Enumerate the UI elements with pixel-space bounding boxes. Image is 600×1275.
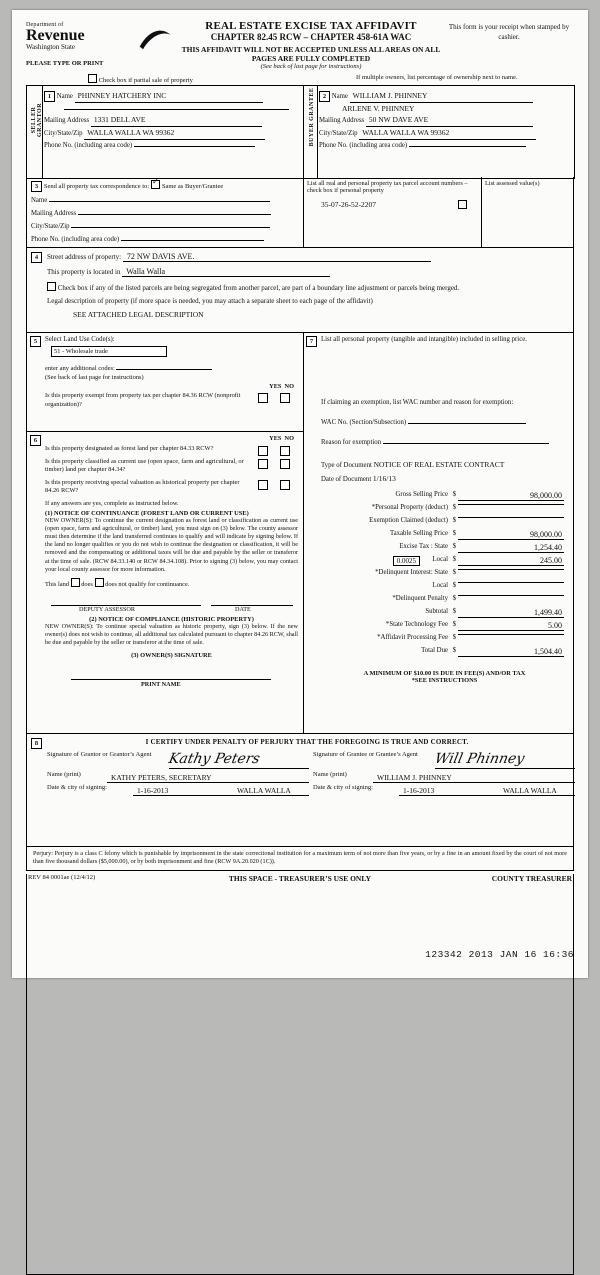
street-address-value[interactable]: 72 NW DAVIS AVE. [123, 252, 431, 262]
no-label-5: NO [284, 383, 294, 390]
current-use-row [45, 458, 298, 475]
street-address-label: Street address of property: [47, 253, 122, 261]
does-not-checkbox[interactable] [95, 578, 104, 587]
buyer-mailing-value[interactable]: 50 NW DAVE AVE [366, 114, 533, 127]
local-rate-value[interactable]: 0.0025 [393, 556, 420, 566]
tax-label-processing-fee: *Affidavit Processing Fee [377, 634, 448, 641]
perjury-notice: Perjury: Perjury is a class C felony which is punishable by imprisonment in the state correctional institution for a maximum term of not more than five years, or by a fine in an amount fixed by the court of not more than five thousand dollars ($5,000.00), or by both imprisonment and fine (RCW 9A.20.020 (1C)). [26, 847, 574, 871]
dollar-sign: $ [452, 504, 456, 511]
grantee-name-row [313, 771, 575, 784]
parcel-row[interactable] [307, 200, 477, 209]
tax-value-exemption[interactable] [458, 517, 564, 518]
section-5-6-7 [26, 333, 574, 734]
does-label: does [81, 580, 93, 588]
historic-no-checkbox[interactable] [280, 480, 290, 490]
grantor-name-value: KATHY PETERS, SECRETARY [111, 773, 212, 782]
this-land-label: This land [45, 580, 69, 588]
section-6-designations [27, 431, 303, 694]
tax-calculation-table [321, 491, 568, 660]
additional-codes-input[interactable] [116, 361, 212, 370]
tax-label-subtotal: Subtotal [425, 608, 448, 615]
tax-row-delinq-penalty [321, 595, 568, 608]
seller-mailing-value[interactable]: 1331 DELL AVE [91, 114, 262, 127]
current-use-yes-checkbox[interactable] [258, 459, 268, 469]
owners-signature-heading: (3) OWNER(S) SIGNATURE [131, 651, 212, 659]
grantee-signature-label: Signature of Grantee or Grantee’s Agent [313, 751, 418, 758]
receipt-note: This form is your receipt when stamped by cashier. [448, 23, 570, 41]
tax-row-taxable [321, 530, 568, 543]
buyer-name-label: Name [331, 93, 348, 100]
personal-property-label: List all personal property (tangible and intangible) included in selling price. [321, 336, 527, 343]
tax-label-excise-state: Excise Tax : State [399, 543, 448, 550]
seller-block [26, 85, 304, 179]
tax-value-delinq-int-state[interactable] [458, 569, 564, 570]
legal-description-label: Legal description of property (if more space is needed, you may attach a separate sheet to each page of the affidavit) [47, 297, 373, 305]
section-5-number: 5 [30, 336, 41, 347]
exempt-yes-checkbox[interactable] [258, 393, 268, 403]
grantee-signature-value: Will Phinney [433, 751, 526, 767]
located-in-row [47, 267, 567, 277]
tax-row-tech-fee [321, 621, 568, 634]
grantor-name-row [47, 771, 309, 784]
tax-row-delinq-int-state [321, 569, 568, 582]
grantee-signature-line[interactable] [433, 751, 575, 769]
same-as-buyer-checkbox[interactable] [151, 180, 160, 189]
left-column [27, 333, 304, 733]
buyer-phone-value[interactable] [409, 146, 526, 147]
corr-name-value[interactable] [49, 201, 270, 202]
tax-label-tech-fee: *State Technology Fee [385, 621, 448, 628]
department-label: Department of [26, 22, 64, 28]
tax-label-delinq-penalty: *Delinquent Penalty [392, 595, 448, 602]
section-7-personal-property [303, 333, 573, 687]
doc-type-value[interactable]: NOTICE OF REAL ESTATE CONTRACT [373, 460, 505, 469]
form-title: REAL ESTATE EXCISE TAX AFFIDAVIT [205, 20, 417, 32]
buyer-block [302, 85, 575, 179]
buyer-citystate-value[interactable]: WALLA WALLA WA 99362 [359, 127, 536, 140]
forest-yes-checkbox[interactable] [258, 446, 268, 456]
continuance-qualify-row [45, 578, 298, 588]
tax-value-gross[interactable]: 98,000.00 [458, 491, 564, 501]
form-title-block [176, 20, 446, 70]
deputy-date-label: DATE [235, 605, 251, 613]
grantee-date-label: Date & city of signing: [313, 784, 373, 791]
grantee-date-row [313, 784, 575, 797]
see-instructions-note: *SEE INSTRUCTIONS [411, 677, 478, 684]
grantor-signature-block [47, 751, 309, 797]
seller-citystate-label: City/State/Zip [44, 130, 83, 137]
tax-value-personal[interactable] [458, 504, 564, 505]
dollar-sign: $ [452, 491, 456, 498]
buyer-section-number: 2 [319, 91, 330, 102]
land-use-instructions: (See back of last page for instructions) [45, 374, 144, 381]
partial-sale-label: Check box if partial sale of property [98, 77, 193, 84]
form-revision: REV 84 0001ae (12/4/12) [28, 873, 96, 881]
doc-type-row [321, 460, 568, 469]
tax-value-excise-state[interactable]: 1,254.40 [458, 543, 564, 553]
partial-sale-row [26, 74, 574, 84]
seller-vertical-tab [27, 86, 43, 178]
additional-codes-label: enter any additional codes: [45, 365, 115, 372]
corr-citystate-label: City/State/Zip [31, 223, 70, 230]
swoosh-icon [138, 26, 172, 52]
deputy-assessor-date-line[interactable] [211, 594, 293, 606]
grantor-signature-label: Signature of Grantor or Grantor’s Agent [47, 751, 152, 758]
seller-name-value[interactable]: PHINNEY HATCHERY INC [75, 90, 263, 103]
dollar-sign: $ [452, 621, 456, 628]
buyer-name2-value[interactable]: ARLENE V. PHINNEY [339, 103, 560, 114]
dollar-sign: $ [452, 582, 456, 589]
grantor-signature-row [47, 751, 309, 771]
section-6-number: 6 [30, 435, 41, 446]
forest-land-label: Is this property designated as forest land per chapter 84.33 RCW? [45, 445, 214, 452]
parcel-header: List all real and personal property tax parcel account numbers – check box if personal property [307, 180, 468, 194]
tax-row-exemption [321, 517, 568, 530]
tax-row-excise-state [321, 543, 568, 556]
corr-citystate-value[interactable] [71, 227, 270, 228]
doc-date-row [321, 474, 568, 483]
section-8-number: 8 [31, 738, 42, 749]
grantee-signature-block [313, 751, 575, 797]
historic-yes-checkbox[interactable] [258, 480, 268, 490]
no-label-6: NO [284, 435, 294, 442]
reason-row [321, 434, 568, 446]
seller-phone-value[interactable] [134, 146, 255, 147]
seller-name2-value[interactable] [64, 109, 289, 110]
corr-mailing-label: Mailing Address [31, 210, 77, 217]
dollar-sign: $ [452, 530, 456, 537]
section-3-number: 3 [31, 181, 42, 192]
land-use-code-select[interactable]: 51 - Wholesale trade [51, 346, 167, 357]
reason-label: Reason for exemption [321, 439, 382, 446]
section-4-property [26, 248, 574, 333]
grantor-city-value: WALLA WALLA [237, 786, 291, 795]
grantee-signature-row [313, 751, 575, 771]
tax-row-delinq-int-local [321, 582, 568, 595]
owner-signature-line[interactable] [71, 667, 271, 680]
legal-description-value[interactable]: SEE ATTACHED LEGAL DESCRIPTION [73, 310, 204, 319]
tax-value-delinq-int-local[interactable] [458, 582, 564, 583]
assessed-values-header: List assessed value(s) [485, 180, 540, 187]
wac-row [321, 414, 568, 426]
dollar-sign: $ [452, 608, 456, 615]
partial-sale-check-wrap[interactable] [88, 74, 193, 84]
tax-row-subtotal [321, 608, 568, 621]
answers-note: If any answers are yes, complete as instructed below. [45, 499, 179, 507]
seller-mailing-label: Mailing Address [44, 117, 90, 124]
dollar-sign: $ [452, 647, 456, 654]
correspondence-label: Send all property tax correspondence to: [43, 183, 150, 190]
section-4-number: 4 [31, 252, 42, 263]
corr-name-label: Name [31, 197, 48, 204]
dollar-sign: $ [452, 517, 456, 524]
land-use-label: Select Land Use Code(s): [45, 336, 115, 343]
exempt-question-label: Is this property exempt from property tax per chapter 84.36 RCW (nonprofit organization)? [45, 392, 241, 408]
tax-label-total: Total Due [421, 647, 448, 654]
county-treasurer-label: COUNTY TREASURER [491, 873, 572, 883]
form-instructions-note: (See back of last page for instructions) [260, 63, 362, 70]
notice-continuance-heading: (1) NOTICE OF CONTINUANCE (FOREST LAND OR CURRENT USE) [45, 509, 249, 517]
segregated-checkbox[interactable] [47, 282, 56, 291]
grantor-date-label: Date & city of signing: [47, 784, 107, 791]
dollar-sign: $ [452, 634, 456, 641]
located-in-value[interactable]: Walla Walla [122, 267, 330, 277]
tax-value-excise-local[interactable]: 245.00 [458, 556, 564, 566]
grantor-signature-value: Kathy Peters [167, 751, 262, 767]
exemption-claim-label: If claiming an exemption, list WAC number and reason for exemption: [321, 399, 514, 406]
grantee-date-value: 1-16-2013 [403, 786, 435, 795]
tax-value-processing-fee[interactable] [458, 634, 564, 635]
street-address-row [47, 252, 567, 262]
tax-value-taxable[interactable]: 98,000.00 [458, 530, 564, 540]
tax-value-total[interactable]: 1,504.40 [458, 647, 564, 657]
located-in-label: This property is located in [47, 268, 121, 276]
forest-no-checkbox[interactable] [280, 446, 290, 456]
yes-label-6: YES [269, 435, 282, 442]
exempt-no-checkbox[interactable] [280, 393, 290, 403]
revenue-label: Revenue [26, 27, 85, 44]
grantee-name-value: WILLIAM J. PHINNEY [377, 773, 452, 782]
current-use-label: Is this property classified as current use (open space, farm and agricultural, or timber) land per chapter 84.34? [45, 457, 244, 473]
corr-phone-value[interactable] [121, 240, 264, 241]
parties-section [26, 85, 574, 177]
minimum-due-note: A MINIMUM OF $10.00 IS DUE IN FEE(S) AND/OR TAX [363, 670, 526, 677]
historic-label: Is this property receiving special valuation as historical property per chapter 84.26 RCW? [45, 478, 240, 494]
tax-value-delinq-penalty[interactable] [458, 595, 564, 596]
deputy-assessor-label: DEPUTY ASSESSOR [79, 605, 135, 613]
page-footer [26, 873, 574, 889]
grantor-date-value: 1-16-2013 [137, 786, 169, 795]
doc-date-label: Date of Document [321, 476, 372, 483]
affidavit-page [12, 10, 588, 978]
reason-input[interactable] [383, 434, 549, 444]
section-7-number: 7 [306, 336, 317, 347]
tax-label-excise-local: Local [432, 556, 448, 563]
seller-citystate-value[interactable]: WALLA WALLA WA 99362 [84, 127, 265, 140]
buyer-phone-label: Phone No. (including area code) [319, 142, 408, 149]
right-column [303, 333, 573, 733]
same-as-buyer-label: Same as Buyer/Grantee [161, 183, 224, 190]
segregated-label: Check box if any of the listed parcels are being segregated from another parcel, are part of a boundary line adjustment or parcels being merged. [57, 284, 460, 292]
notice-compliance-text: NEW OWNER(S): To continue special valuation as historic property, sign (3) below. If the new owner(s) does not wish to continue, all additional tax calculated pursuant to chapter 84.26 RCW, shall be due and payable by the seller or transferor at the time of sale. [45, 622, 298, 647]
buyer-name-value[interactable]: WILLIAM J. PHINNEY [350, 90, 533, 103]
grantee-city-value: WALLA WALLA [503, 786, 557, 795]
wac-label: WAC No. (Section/Subsection) [321, 419, 407, 426]
forest-land-row [45, 445, 298, 454]
tax-label-gross: Gross Selling Price [395, 491, 448, 498]
seller-name-label: Name [56, 93, 73, 100]
current-use-no-checkbox[interactable] [280, 459, 290, 469]
treasurer-space-label: THIS SPACE - TREASURER’S USE ONLY [26, 874, 574, 1275]
does-checkbox[interactable] [71, 578, 80, 587]
multiple-owners-note: If multiple owners, list percentage of ownership next to name. [356, 74, 518, 81]
buyer-citystate-label: City/State/Zip [319, 130, 358, 137]
grantee-name-label: Name (print) [313, 771, 347, 778]
grantor-name-label: Name (print) [47, 771, 81, 778]
buyer-vertical-tab [302, 86, 318, 178]
form-chapter: CHAPTER 82.45 RCW – CHAPTER 458-61A WAC [210, 32, 412, 42]
does-not-label: does not qualify for continuance. [105, 580, 190, 588]
historic-row [45, 479, 298, 496]
seller-phone-label: Phone No. (including area code) [44, 142, 133, 149]
grantor-date-row [47, 784, 309, 797]
seller-section-number: 1 [44, 91, 55, 102]
segregated-row [47, 282, 567, 292]
notice-compliance-heading: (2) NOTICE OF COMPLIANCE (HISTORIC PROPERTY) [89, 615, 254, 623]
tax-label-exemption: Exemption Claimed (deduct) [369, 517, 448, 524]
deputy-assessor-signature-line[interactable] [51, 594, 201, 606]
parcel-row[interactable] [307, 230, 477, 239]
section-5-land-use [27, 333, 303, 431]
tax-label-delinq-int-local: Local [432, 582, 448, 589]
partial-sale-checkbox[interactable] [88, 74, 97, 83]
tax-row-gross [321, 491, 568, 504]
additional-codes-row [45, 361, 298, 372]
dollar-sign: $ [452, 569, 456, 576]
dollar-sign: $ [452, 543, 456, 550]
corr-mailing-value[interactable] [78, 214, 271, 215]
tax-value-subtotal[interactable]: 1,499.40 [458, 608, 564, 618]
dollar-sign: $ [452, 595, 456, 602]
treasurer-stamp: 123342 2013 JAN 16 16:36 [425, 949, 574, 960]
form-notice: THIS AFFIDAVIT WILL NOT BE ACCEPTED UNLESS ALL AREAS ON ALL PAGES ARE FULLY COMPLETED [181, 45, 441, 63]
print-name-label: PRINT NAME [141, 680, 181, 688]
tax-label-personal: *Personal Property (deduct) [371, 504, 448, 511]
tax-label-delinq-int-state: *Delinquent Interest: State [375, 569, 448, 576]
doc-type-label: Type of Document [321, 462, 372, 469]
tax-row-processing-fee [321, 634, 568, 647]
buyer-mailing-label: Mailing Address [319, 117, 365, 124]
type-or-print-label: PLEASE TYPE OR PRINT [26, 60, 104, 67]
exempt-question-row [45, 392, 298, 409]
seller-vertical-label: SELLER GRANTOR [31, 102, 43, 138]
parcel-value-0[interactable]: 35-07-26-52-2207 [321, 200, 376, 209]
yes-label-5: YES [269, 383, 282, 390]
tax-row-excise-local [321, 556, 568, 569]
parcel-row[interactable] [307, 215, 477, 224]
dollar-sign: $ [452, 556, 456, 563]
tax-row-personal [321, 504, 568, 517]
tax-row-total [321, 647, 568, 660]
wac-input[interactable] [408, 414, 526, 424]
tax-value-tech-fee[interactable]: 5.00 [458, 621, 564, 631]
tax-label-taxable: Taxable Selling Price [389, 530, 448, 537]
notice-continuance-text: NEW OWNER(S): To continue the current designation as forest land or classification as current use (open space, farm and agricultural, or timber) land, you must sign on (3) below. The county assessor must then determine if the land transferred continues to qualify and will indicate by signing below. If the land no longer qualifies or you do not wish to continue the designation or classification, it will be removed and the compensating or additional taxes will be due and payable by the seller or transferor at the time of sale. (RCW 84.33.140 or RCW 84.34.108). Prior to signing (3) below, you may contact your local county assessor for more information. [45, 516, 298, 573]
washington-state-label: Washington State [26, 43, 76, 51]
section-3-correspondence [26, 177, 574, 248]
section-8-signatures [26, 734, 574, 847]
doc-date-value[interactable]: 1/16/13 [372, 474, 396, 483]
personal-property-checkbox-2[interactable] [458, 200, 467, 209]
grantor-signature-line[interactable] [167, 751, 309, 769]
page-header [26, 20, 574, 72]
buyer-vertical-label: BUYER GRANTEE [309, 87, 315, 147]
corr-phone-label: Phone No. (including area code) [31, 236, 120, 243]
certify-statement: I CERTIFY UNDER PENALTY OF PERJURY THAT THE FOREGOING IS TRUE AND CORRECT. [145, 738, 469, 746]
